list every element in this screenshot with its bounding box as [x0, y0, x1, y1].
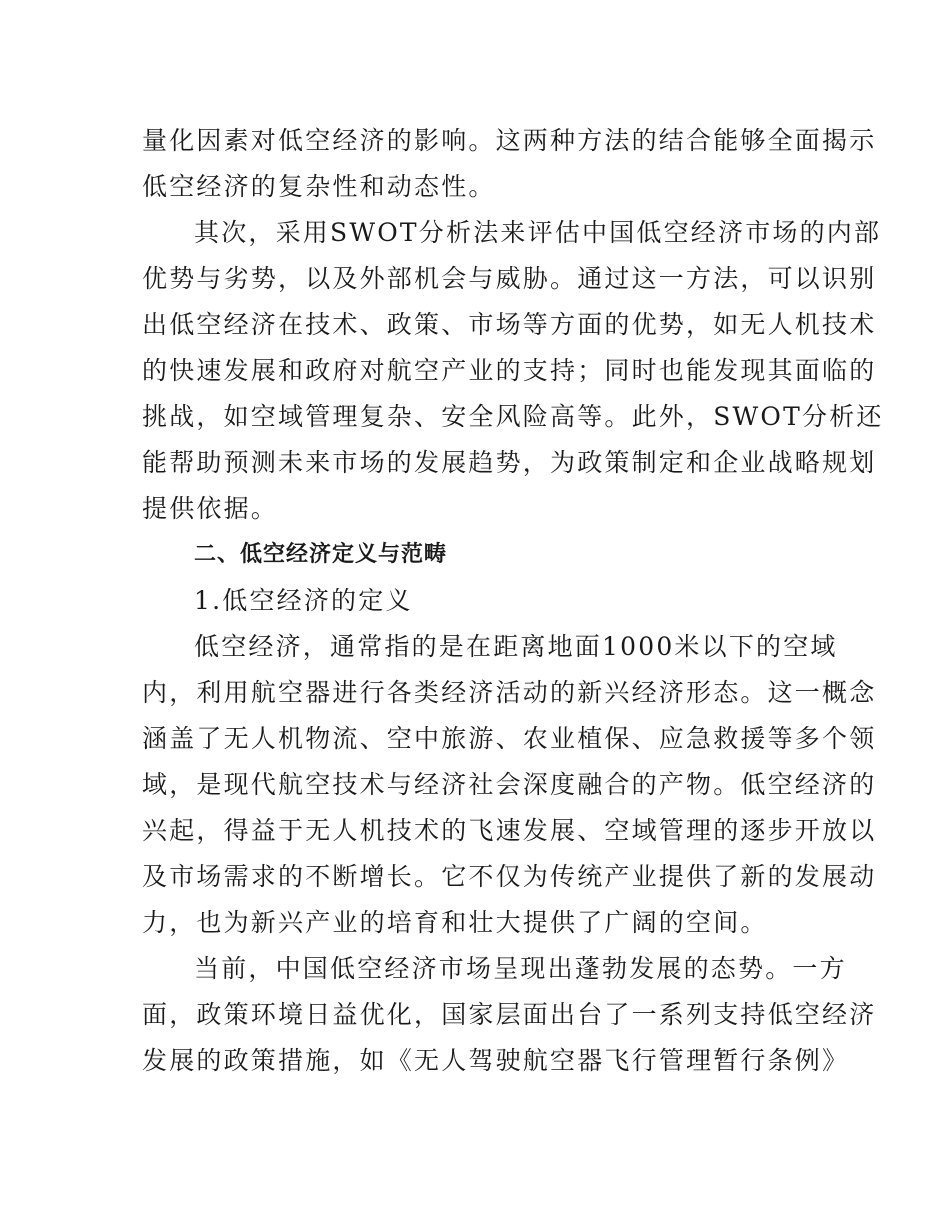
- text-line: 及市场需求的不断增长。它不仅为传统产业提供了新的发展动: [142, 862, 877, 891]
- paragraph-first-line: 低空经济，通常指的是在距离地面1000米以下的空域: [194, 632, 838, 661]
- text-line: 内，利用航空器进行各类经济活动的新兴经济形态。这一概念: [142, 678, 877, 707]
- text-line: 优势与劣势，以及外部机会与威胁。通过这一方法，可以识别: [142, 264, 877, 293]
- text-line: 力，也为新兴产业的培育和壮大提供了广阔的空间。: [142, 908, 768, 937]
- text-line: 低空经济的复杂性和动态性。: [142, 172, 496, 201]
- paragraph-first-line: 当前，中国低空经济市场呈现出蓬勃发展的态势。一方: [194, 954, 847, 983]
- text-line: 面，政策环境日益优化，国家层面出台了一系列支持低空经济: [142, 1000, 877, 1029]
- text-line: 兴起，得益于无人机技术的飞速发展、空域管理的逐步开放以: [142, 816, 877, 845]
- text-line: 发展的政策措施，如《无人驾驶航空器飞行管理暂行条例》: [142, 1046, 850, 1075]
- text-line: 提供依据。: [142, 494, 279, 523]
- section-heading: 二、低空经济定义与范畴: [194, 542, 448, 567]
- text-line: 量化因素对低空经济的影响。这两种方法的结合能够全面揭示: [142, 126, 877, 155]
- paragraph-first-line: 其次，采用SWOT分析法来评估中国低空经济市场的内部: [194, 218, 882, 247]
- text-line: 能帮助预测未来市场的发展趋势，为政策制定和企业战略规划: [142, 448, 877, 477]
- text-line: 域，是现代航空技术与经济社会深度融合的产物。低空经济的: [142, 770, 877, 799]
- text-line: 出低空经济在技术、政策、市场等方面的优势，如无人机技术: [142, 310, 877, 339]
- text-line: 涵盖了无人机物流、空中旅游、农业植保、应急救援等多个领: [142, 724, 877, 753]
- text-line: 的快速发展和政府对航空产业的支持；同时也能发现其面临的: [142, 356, 877, 385]
- document-body: [142, 118, 884, 1084]
- subsection-heading: 1.低空经济的定义: [194, 586, 413, 615]
- text-line: 挑战，如空域管理复杂、安全风险高等。此外，SWOT分析还: [142, 402, 884, 431]
